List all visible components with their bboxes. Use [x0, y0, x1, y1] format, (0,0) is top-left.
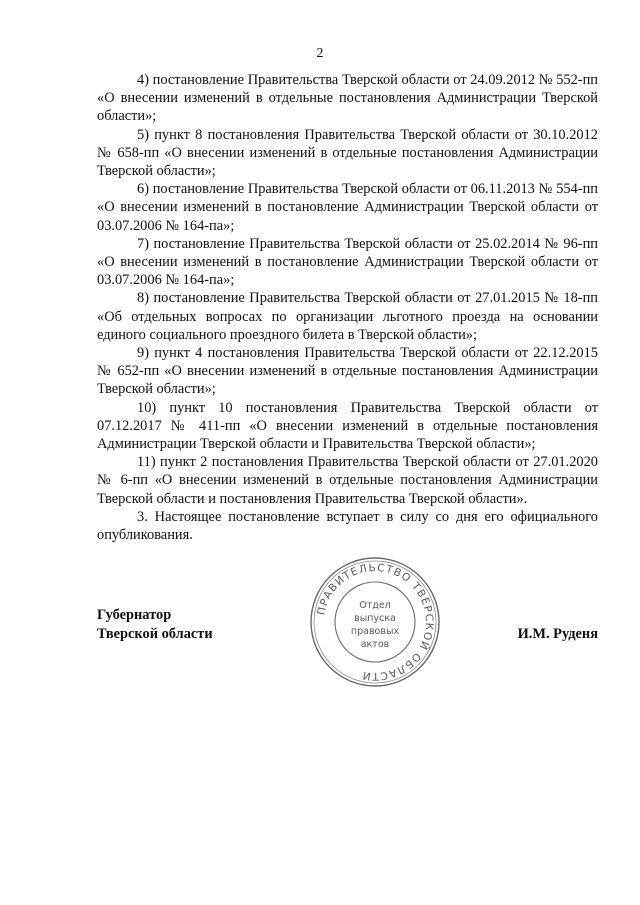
signatory-title-line: Тверской области	[97, 625, 213, 642]
list-item: 6) постановление Правительства Тверской области от 06.11.2013 № 554-пп «О внесении изменений в постановление Администрации Тверской области от 03.07.2006 № 164-па»;	[97, 181, 598, 234]
list-item: 10) пункт 10 постановления Правительства Тверской области от 07.12.2017 № 411-пп «О внесении изменений в отдельные постановления Администрации Тверской области и Правительства Тверской области»;	[97, 399, 598, 453]
list-item: 8) постановление Правительства Тверской области от 27.01.2015 № 18-пп «Об отдельных вопросах по организации льготного проезда на основании единого социального проездного билета в Тверской области»;	[97, 290, 598, 343]
seal-center-text: актов	[360, 639, 390, 650]
page-number: 2	[316, 46, 324, 61]
seal-center-text: Отдел	[359, 600, 391, 611]
signatory-name: И.М. Руденя	[517, 625, 598, 642]
seal-icon	[306, 553, 444, 691]
signatory-title-line: Губернатор	[97, 607, 172, 623]
list-item: 4) постановление Правительства Тверской области от 24.09.2012 № 552-пп «О внесении изменений в отдельные постановления Администрации Тверской области»;	[97, 72, 598, 125]
seal-center-text: правовых	[350, 626, 400, 637]
official-seal-stamp	[306, 553, 444, 691]
list-item: 5) пункт 8 постановления Правительства Тверской области от 30.10.2012 № 658-пп «О внесении изменений в отдельные постановления Администрации Тверской области»;	[97, 126, 598, 180]
list-item: 7) постановление Правительства Тверской области от 25.02.2014 № 96-пп «О внесении изменений в постановление Администрации Тверской области от 03.07.2006 № 164-па»;	[97, 235, 598, 289]
signatory-title	[97, 606, 213, 643]
document-body	[97, 71, 598, 544]
list-item: 11) пункт 2 постановления Правительства Тверской области от 27.01.2020 № 6-пп «О внесении изменений в отдельные постановления Администрации Тверской области и постановления Правительства Тверской области».	[97, 454, 598, 507]
effective-date-paragraph: 3. Настоящее постановление вступает в силу со дня его официального опубликования.	[97, 508, 598, 544]
seal-center-text: выпуска	[354, 613, 396, 624]
list-item: 9) пункт 4 постановления Правительства Тверской области от 22.12.2015 № 652-пп «О внесении изменений в отдельные постановления Администрации Тверской области»;	[97, 345, 598, 398]
seal-ring-text: ПРАВИТЕЛЬСТВО ТВЕРСКОЙ ОБЛАСТИ	[315, 561, 436, 683]
